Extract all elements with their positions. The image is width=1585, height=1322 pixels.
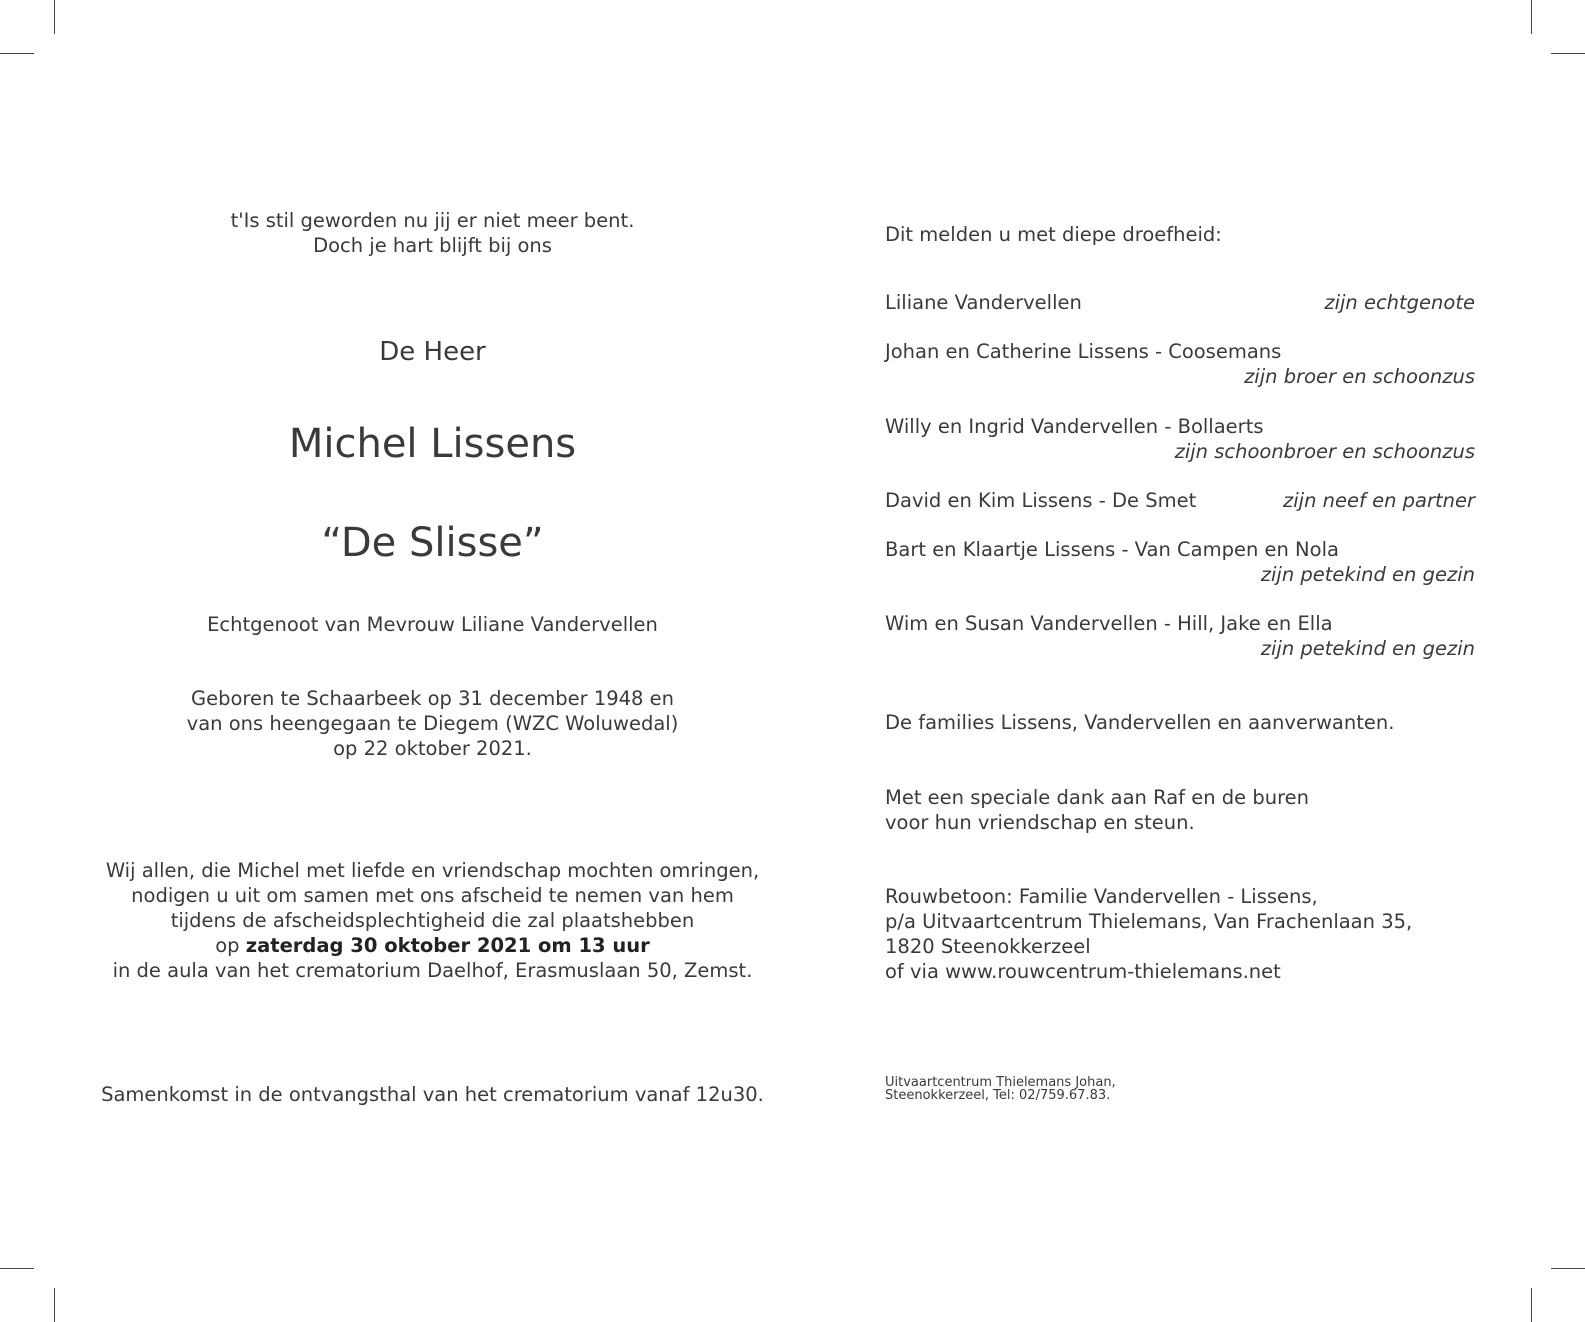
condolence-line: p/a Uitvaartcentrum Thielemans, Van Frachenlaan 35, — [885, 910, 1413, 933]
condolence-line: 1820 Steenokkerzeel — [885, 935, 1091, 958]
crop-mark — [54, 1288, 55, 1322]
date-prefix: op — [215, 934, 240, 957]
families-text: De families Lissens, Vandervellen en aanverwanten. — [885, 711, 1395, 734]
crop-mark — [0, 1268, 34, 1269]
family-relation: zijn broer en schoonzus — [1244, 365, 1475, 388]
family-entry — [885, 488, 1475, 513]
invitation-line: Wij allen, die Michel met liefde en vriendschap mochten omringen, — [105, 859, 760, 882]
undertaker-info — [885, 1076, 1475, 1102]
thanks-line: Met een speciale dank aan Raf en de buren — [885, 786, 1310, 809]
family-relation: zijn petekind en gezin — [1260, 637, 1475, 660]
thanks — [885, 785, 1475, 835]
family-relation: zijn neef en partner — [1283, 489, 1475, 512]
birth-line: van ons heengegaan te Diegem (WZC Woluwedal) — [186, 712, 679, 735]
family-names: Johan en Catherine Lissens - Coosemans — [885, 340, 1282, 363]
crop-mark — [54, 0, 55, 34]
family-entry — [885, 339, 1475, 389]
crop-mark — [1551, 53, 1585, 54]
birth-line: op 22 oktober 2021. — [333, 737, 532, 760]
family-names: Liliane Vandervellen — [885, 291, 1082, 314]
family-relation: zijn echtgenote — [1324, 291, 1475, 314]
family-entry — [885, 414, 1475, 464]
invitation-line: tijdens de afscheidsplechtigheid die zal plaatshebben — [170, 909, 695, 932]
honorific — [40, 337, 825, 367]
ceremony-date: zaterdag 30 oktober 2021 om 13 uur — [245, 934, 650, 957]
crop-mark — [1531, 1288, 1532, 1322]
undertaker-line: Uitvaartcentrum Thielemans Johan, — [885, 1075, 1116, 1090]
ceremony-date-line — [40, 933, 825, 958]
birth-death-info — [40, 686, 825, 761]
thanks-line: voor hun vriendschap en steun. — [885, 811, 1195, 834]
family-relation: zijn schoonbroer en schoonzus — [1174, 440, 1475, 463]
birth-line: Geboren te Schaarbeek op 31 december 1948 en — [190, 687, 674, 710]
verse-line: t'Is stil geworden nu jij er niet meer bent. — [230, 209, 635, 232]
family-entry — [885, 290, 1475, 315]
location-line: in de aula van het crematorium Daelhof, Erasmuslaan 50, Zemst. — [112, 959, 753, 982]
family-entry — [885, 611, 1475, 661]
gathering — [40, 1082, 825, 1107]
honorific-text: De Heer — [379, 337, 486, 367]
invitation-line: nodigen u uit om samen met ons afscheid te nemen van hem — [131, 884, 734, 907]
families-line — [885, 710, 1475, 735]
deceased-name-text: Michel Lissens — [288, 421, 577, 467]
condolence-address — [885, 884, 1475, 984]
crop-mark — [0, 53, 34, 54]
nickname — [40, 519, 825, 567]
deceased-name — [40, 420, 825, 468]
family-relation: zijn petekind en gezin — [1260, 563, 1475, 586]
announcement-intro — [885, 222, 1475, 247]
family-names: Bart en Klaartje Lissens - Van Campen en Nola — [885, 538, 1339, 561]
invitation — [40, 858, 825, 983]
family-names: David en Kim Lissens - De Smet — [885, 489, 1197, 512]
family-names: Wim en Susan Vandervellen - Hill, Jake en Ella — [885, 612, 1333, 635]
undertaker-line: Steenokkerzeel, Tel: 02/759.67.83. — [885, 1088, 1111, 1103]
spouse-line — [40, 612, 825, 637]
crop-mark — [1551, 1268, 1585, 1269]
condolence-line: of via www.rouwcentrum-thielemans.net — [885, 960, 1281, 983]
condolence-line: Rouwbetoon: Familie Vandervellen - Lissens, — [885, 885, 1318, 908]
gathering-text: Samenkomst in de ontvangsthal van het crematorium vanaf 12u30. — [101, 1083, 764, 1106]
nickname-text: “De Slisse” — [321, 520, 544, 566]
verse-line: Doch je hart blijft bij ons — [313, 234, 552, 257]
family-names: Willy en Ingrid Vandervellen - Bollaerts — [885, 415, 1264, 438]
intro-text: Dit melden u met diepe droefheid: — [885, 223, 1222, 246]
crop-mark — [1531, 0, 1532, 34]
family-entry — [885, 537, 1475, 587]
verse — [40, 208, 825, 258]
spouse-line-text: Echtgenoot van Mevrouw Liliane Vandervellen — [207, 613, 658, 636]
